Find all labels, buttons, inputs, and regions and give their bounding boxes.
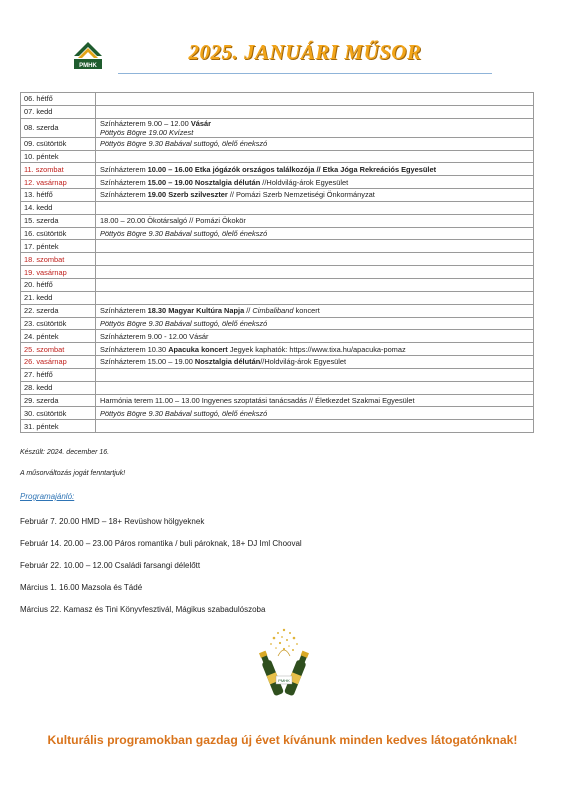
schedule-day: 07. kedd: [21, 105, 96, 118]
schedule-events: [96, 304, 534, 317]
schedule-day: 22. szerda: [21, 304, 96, 317]
event-text: Apacuka koncert: [168, 344, 228, 354]
event-line: [100, 165, 530, 174]
schedule-events: [96, 240, 534, 253]
event-line: [100, 396, 530, 405]
schedule-row: [21, 150, 534, 163]
bottle-logo-text: PMHK: [278, 678, 290, 683]
schedule-day: 18. szombat: [21, 253, 96, 266]
schedule-day: 21. kedd: [21, 291, 96, 304]
preview-item: Március 22. Kamasz és Tini Könyvfesztivál, Mágikus szabadulószoba: [20, 605, 266, 614]
logo-text: PMHK: [79, 63, 97, 69]
page-title: 2025. JANUÁRI MŰSOR: [188, 40, 422, 64]
schedule-events: [96, 278, 534, 291]
schedule-row: [21, 420, 534, 433]
schedule-day: 15. szerda: [21, 214, 96, 227]
schedule-events: [96, 201, 534, 214]
schedule-day: 26. vasárnap: [21, 356, 96, 369]
event-text: Pöttyös Bögre 9.30 Babával suttogó, ölelő énekszó: [100, 408, 268, 418]
schedule-row: [21, 189, 534, 202]
schedule-events: [96, 137, 534, 150]
preview-item: Február 14. 20.00 – 23.00 Páros romantika / buli pároknak, 18+ DJ Iml Chooval: [20, 539, 302, 548]
schedule-events: [96, 227, 534, 240]
schedule-events: [96, 253, 534, 266]
schedule-day: 11. szombat: [21, 163, 96, 176]
schedule-day: 06. hétfő: [21, 93, 96, 106]
schedule-row: [21, 356, 534, 369]
schedule-events: [96, 176, 534, 189]
event-line: [100, 119, 530, 128]
schedule-row: [21, 137, 534, 150]
schedule-day: 16. csütörtök: [21, 227, 96, 240]
event-line: [100, 178, 530, 187]
event-text: Pöttyös Bögre 19.00 Kvízest: [100, 127, 194, 137]
title-divider: [118, 73, 492, 74]
created-note: Készült: 2024. december 16.: [20, 449, 110, 456]
schedule-row: [21, 105, 534, 118]
schedule-events: [96, 343, 534, 356]
schedule-row: [21, 317, 534, 330]
schedule-day: 24. péntek: [21, 330, 96, 343]
schedule-row: [21, 394, 534, 407]
schedule-row: [21, 407, 534, 420]
event-text: Nosztalgia délután: [194, 357, 261, 367]
event-text: Színházterem: [100, 164, 148, 174]
schedule-day: 08. szerda: [21, 118, 96, 137]
schedule-day: 20. hétfő: [21, 278, 96, 291]
event-text: Cimbaliband: [252, 306, 294, 316]
event-line: [100, 409, 530, 418]
schedule-row: [21, 343, 534, 356]
schedule-day: 28. kedd: [21, 381, 96, 394]
event-line: [100, 357, 530, 366]
schedule-row: [21, 330, 534, 343]
preview-item: Február 7. 20.00 HMD – 18+ Revüshow hölgyeknek: [20, 517, 205, 526]
schedule-events: [96, 381, 534, 394]
champagne-bottles-icon: [254, 626, 314, 698]
event-text: //Holdvilág-árok Egyesület: [260, 357, 347, 367]
schedule-events: [96, 407, 534, 420]
event-text: 10.00 – 16.00 Etka jógázók országos találkozója // Etka Jóga Rekreációs Egyesület: [147, 164, 437, 174]
event-text: 19.00 Szerb szilveszter: [147, 190, 228, 200]
schedule-row: [21, 253, 534, 266]
schedule-row: [21, 118, 534, 137]
schedule-row: [21, 214, 534, 227]
schedule-row: [21, 266, 534, 279]
event-line: [100, 345, 530, 354]
event-text: Színházterem: [100, 190, 148, 200]
event-text: Harmónia terem 11.00 – 13.00 Ingyenes szoptatási tanácsadás // Életkezdet Szakmai Egyesület: [100, 395, 415, 405]
event-text: Színházterem 9.00 - 12.00 Vásár: [100, 331, 209, 341]
event-text: Színházterem 10.30: [100, 344, 169, 354]
schedule-day: 19. vasárnap: [21, 266, 96, 279]
preview-item: Február 22. 10.00 – 12.00 Családi farsangi délelőtt: [20, 561, 201, 570]
schedule-table: [20, 92, 534, 433]
event-line: [100, 190, 530, 199]
disclaimer-note: A műsorváltozás jogát fenntartjuk!: [20, 470, 126, 477]
schedule-row: [21, 291, 534, 304]
event-text: 18.00 – 20.00 Ökotársalgó // Pomázi Ökokör: [100, 216, 246, 226]
event-text: Színházterem 9.00 – 12.00: [100, 118, 191, 128]
schedule-events: [96, 368, 534, 381]
schedule-row: [21, 163, 534, 176]
schedule-day: 25. szombat: [21, 343, 96, 356]
event-text: // Pomázi Szerb Nemzetiségi Önkormányzat: [227, 190, 375, 200]
schedule-events: [96, 189, 534, 202]
schedule-events: [96, 317, 534, 330]
event-text: //: [244, 306, 253, 316]
event-text: koncert: [293, 306, 320, 316]
preview-item: Március 1. 16.00 Mazsola és Tádé: [20, 583, 143, 592]
event-text: Jegyek kaphatók: https://www.tixa.hu/apacuka-pomaz: [227, 344, 406, 354]
event-line: [100, 306, 530, 315]
schedule-day: 23. csütörtök: [21, 317, 96, 330]
schedule-events: [96, 93, 534, 106]
schedule-events: [96, 266, 534, 279]
schedule-row: [21, 278, 534, 291]
schedule-day: 09. csütörtök: [21, 137, 96, 150]
event-line: [100, 319, 530, 328]
schedule-row: [21, 227, 534, 240]
event-line: [100, 128, 530, 137]
event-line: [100, 229, 530, 238]
schedule-row: [21, 368, 534, 381]
schedule-row: [21, 93, 534, 106]
event-text: Pöttyös Bögre 9.30 Babával suttogó, ölelő énekszó: [100, 229, 268, 239]
event-line: [100, 139, 530, 148]
event-text: 18.30 Magyar Kultúra Napja: [147, 306, 245, 316]
schedule-row: [21, 201, 534, 214]
schedule-events: [96, 163, 534, 176]
schedule-events: [96, 118, 534, 137]
schedule-day: 30. csütörtök: [21, 407, 96, 420]
pmhk-logo: [70, 36, 106, 72]
schedule-day: 29. szerda: [21, 394, 96, 407]
event-text: Színházterem: [100, 306, 148, 316]
event-text: Pöttyös Bögre 9.30 Babával suttogó, ölelő énekszó: [100, 318, 268, 328]
schedule-day: 17. péntek: [21, 240, 96, 253]
schedule-events: [96, 420, 534, 433]
schedule-events: [96, 394, 534, 407]
schedule-row: [21, 381, 534, 394]
event-text: Színházterem 15.00 – 19.00: [100, 357, 195, 367]
schedule-events: [96, 214, 534, 227]
event-text: Vásár: [190, 118, 211, 128]
closing-message: Kulturális programokban gazdag új évet kívánunk minden kedves látogatónknak!: [47, 733, 518, 747]
schedule-day: 13. hétfő: [21, 189, 96, 202]
schedule-events: [96, 150, 534, 163]
schedule-day: 31. péntek: [21, 420, 96, 433]
schedule-events: [96, 105, 534, 118]
event-line: [100, 216, 530, 225]
schedule-day: 10. péntek: [21, 150, 96, 163]
event-text: //Holdvilág-árok Egyesület: [260, 177, 349, 187]
event-line: [100, 332, 530, 341]
event-text: 15.00 – 19.00 Nosztalgia délután: [147, 177, 261, 187]
schedule-row: [21, 176, 534, 189]
program-preview-heading[interactable]: Programajánló:: [20, 492, 75, 501]
schedule-day: 27. hétfő: [21, 368, 96, 381]
schedule-events: [96, 291, 534, 304]
event-text: Színházterem: [100, 177, 148, 187]
schedule-day: 14. kedd: [21, 201, 96, 214]
schedule-events: [96, 356, 534, 369]
schedule-row: [21, 304, 534, 317]
schedule-row: [21, 240, 534, 253]
event-text: Pöttyös Bögre 9.30 Babával suttogó, ölelő énekszó: [100, 139, 268, 149]
schedule-events: [96, 330, 534, 343]
schedule-day: 12. vasárnap: [21, 176, 96, 189]
